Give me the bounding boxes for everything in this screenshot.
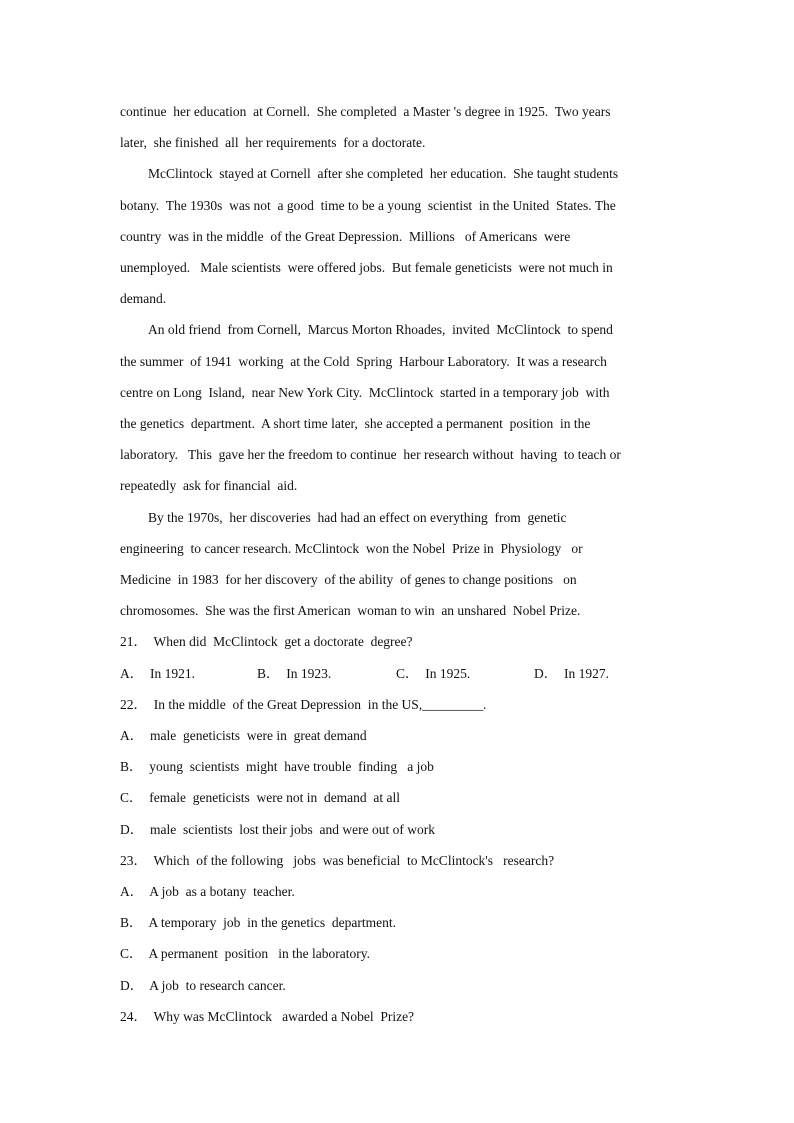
passage-line: botany. The 1930s was not a good time to be a young scientist in the United States. The <box>120 198 616 213</box>
question-21-option-d: D． In 1927. <box>534 666 609 681</box>
passage-line: the genetics department. A short time later, she accepted a permanent position in the <box>120 416 591 431</box>
passage-line: demand. <box>120 291 167 306</box>
passage-line: Medicine in 1983 for her discovery of the ability of genes to change positions on <box>120 572 577 587</box>
question-22-option-d: D． male scientists lost their jobs and were out of work <box>120 822 435 837</box>
passage-line: the summer of 1941 working at the Cold Spring Harbour Laboratory. It was a research <box>120 354 607 369</box>
question-23-option-c: C． A permanent position in the laboratory. <box>120 946 370 961</box>
passage-line: chromosomes. She was the first American woman to win an unshared Nobel Prize. <box>120 603 581 618</box>
question-22-option-b: B． young scientists might have trouble finding a job <box>120 759 434 774</box>
passage-line: engineering to cancer research. McClintock won the Nobel Prize in Physiology or <box>120 541 583 556</box>
question-21-option-a: A． In 1921. <box>120 666 195 681</box>
question-23-stem: 23． Which of the following jobs was beneficial to McClintock's research? <box>120 853 555 868</box>
passage-line: later, she finished all her requirements for a doctorate. <box>120 135 426 150</box>
passage-line: laboratory. This gave her the freedom to continue her research without having to teach or <box>120 447 621 462</box>
question-23-option-a: A． A job as a botany teacher. <box>120 884 295 899</box>
question-21-options <box>120 666 680 682</box>
passage-line: country was in the middle of the Great Depression. Millions of Americans were <box>120 229 571 244</box>
question-23-option-b: B． A temporary job in the genetics department. <box>120 915 396 930</box>
question-21-option-c: C． In 1925. <box>396 666 471 681</box>
passage-line: repeatedly ask for financial aid. <box>120 478 298 493</box>
question-23-option-d: D． A job to research cancer. <box>120 978 286 993</box>
passage-line: unemployed. Male scientists were offered jobs. But female geneticists were not much in <box>120 260 613 275</box>
question-22-option-a: A． male geneticists were in great demand <box>120 728 367 743</box>
question-21-stem: 21． When did McClintock get a doctorate degree? <box>120 634 413 649</box>
passage-line: An old friend from Cornell, Marcus Morton Rhoades, invited McClintock to spend <box>148 322 613 337</box>
passage-line: By the 1970s, her discoveries had had an effect on everything from genetic <box>148 510 567 525</box>
question-21-option-b: B． In 1923. <box>257 666 332 681</box>
passage-line: centre on Long Island, near New York City. McClintock started in a temporary job with <box>120 385 610 400</box>
passage-line: continue her education at Cornell. She completed a Master 's degree in 1925. Two years <box>120 104 611 119</box>
passage-line: McClintock stayed at Cornell after she completed her education. She taught students <box>148 166 619 181</box>
question-22-stem: 22． In the middle of the Great Depression in the US,_________. <box>120 697 487 712</box>
question-22-option-c: C． female geneticists were not in demand at all <box>120 790 401 805</box>
question-24-stem: 24． Why was McClintock awarded a Nobel Prize? <box>120 1009 415 1024</box>
